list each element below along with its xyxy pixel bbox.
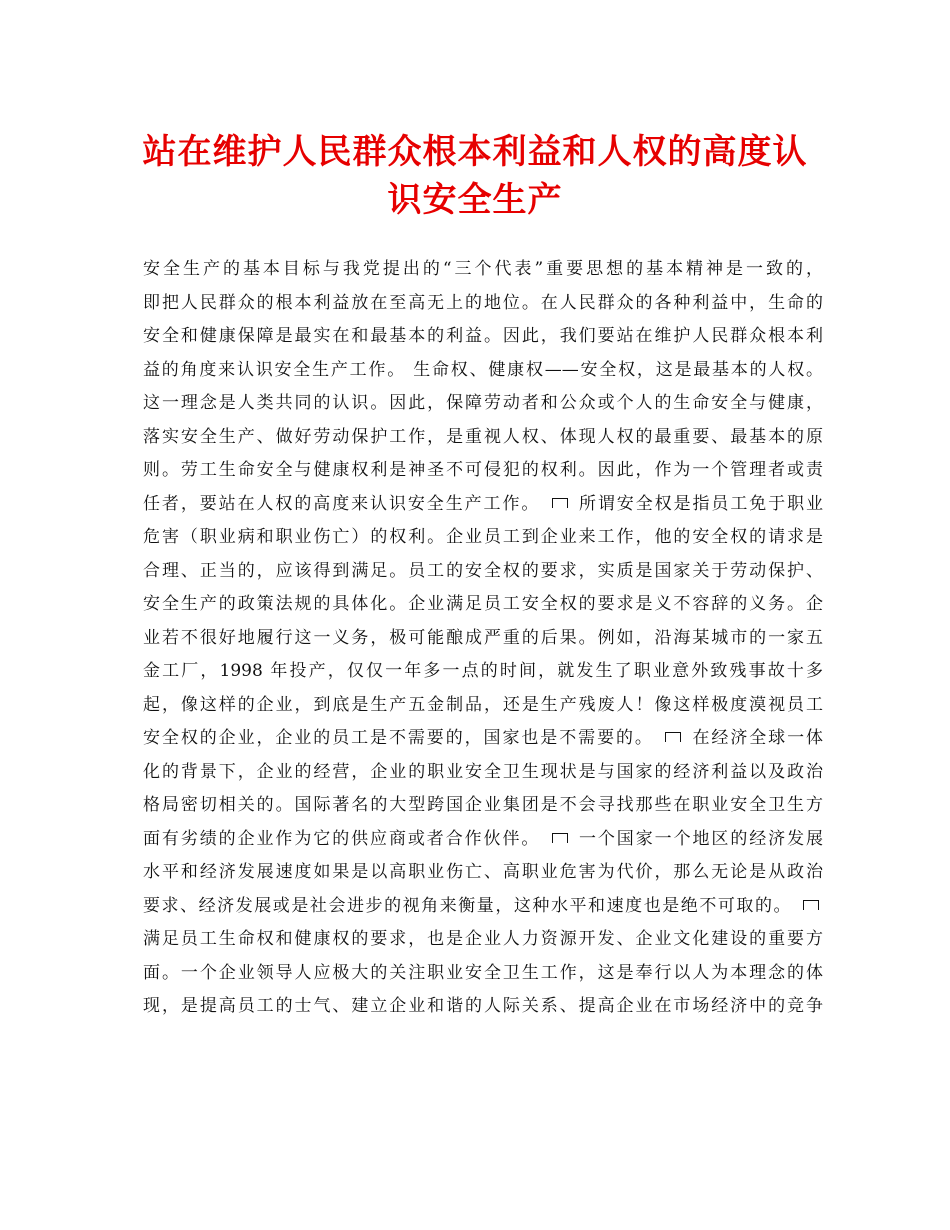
body-line-with-marker [143,722,823,756]
body-line: 危害（职业病和职业伤亡）的权利。企业员工到企业来工作，他的安全权的请求是 [143,527,823,547]
body-line: 格局密切相关的。国际著名的大型跨国企业集团是不会寻找那些在职业安全卫生方 [143,795,823,815]
paragraph-marker-icon [552,833,568,843]
body-line: 安全生产的政策法规的具体化。企业满足员工安全权的要求是义不容辞的义务。企 [143,594,823,614]
paragraph-marker-icon [803,900,819,910]
body-line: 现，是提高员工的士气、建立企业和谐的人际关系、提高企业在市场经济中的竞争 [143,996,823,1016]
body-line: 面。一个企业领导人应极大的关注职业安全卫生工作，这是奉行以人为本理念的体 [143,962,823,983]
document-body [143,253,823,1024]
body-line: 即把人民群众的根本利益放在至高无上的地位。在人民群众的各种利益中，生命的 [143,292,823,313]
body-line-text: 要求、经济发展或是社会进步的视角来衡量，这种水平和速度也是绝不可取的。 [143,895,793,916]
body-line: 益的角度来认识安全生产工作。 生命权、健康权——安全权，这是最基本的人权。 [143,359,823,380]
body-line: 金工厂，1998 年投产，仅仅一年多一点的时间，就发生了职业意外致残事故十多 [143,661,823,681]
body-line-with-marker [143,488,823,522]
body-line: 合理、正当的，应该得到满足。员工的安全权的要求，实质是国家关于劳动保护、 [143,560,823,581]
paragraph-marker-icon [552,498,568,508]
paragraph-marker-icon [665,732,681,742]
body-line-with-marker [143,890,823,924]
body-line-tail: 一个国家一个地区的经济发展 [578,828,823,849]
body-line-text: 安全权的企业，企业的员工是不需要的，国家也是不需要的。 [143,728,654,748]
body-line-tail: 所谓安全权是指员工免于职业 [578,493,823,514]
body-line: 落实安全生产、做好劳动保护工作，是重视人权、体现人权的最重要、最基本的原 [143,426,823,447]
body-line-text: 任者，要站在人权的高度来认识安全生产工作。 [143,493,541,514]
body-line: 水平和经济发展速度如果是以高职业伤亡、高职业危害为代价，那么无论是从政治 [143,862,823,882]
body-line: 安全和健康保障是最实在和最基本的利益。因此，我们要站在维护人民群众根本利 [143,326,823,346]
body-line: 满足员工生命权和健康权的要求，也是企业人力资源开发、企业文化建设的重要方 [143,929,823,949]
body-line-tail: 在经济全球一体 [692,728,823,748]
body-line-with-marker [143,823,823,857]
document-title-line-2: 识安全生产 [387,180,563,220]
document-title-line-1: 站在维护人民群众根本利益和人权的高度认 [142,132,808,172]
body-line: 起，像这样的企业，到底是生产五金制品，还是生产残废人！像这样极度漠视员工 [143,694,823,715]
body-line: 则。劳工生命安全与健康权利是神圣不可侵犯的权利。因此，作为一个管理者或责 [143,460,823,480]
body-line: 安全生产的基本目标与我党提出的“三个代表”重要思想的基本精神是一致的， [143,259,823,279]
body-line: 化的背景下，企业的经营，企业的职业安全卫生现状是与国家的经济利益以及政治 [143,761,823,782]
body-line-text: 面有劣绩的企业作为它的供应商或者合作伙伴。 [143,828,541,849]
body-line: 业若不很好地履行这一义务，极可能酿成严重的后果。例如，沿海某城市的一家五 [143,627,823,648]
body-line: 这一理念是人类共同的认识。因此，保障劳动者和公众或个人的生命安全与健康， [143,393,823,413]
